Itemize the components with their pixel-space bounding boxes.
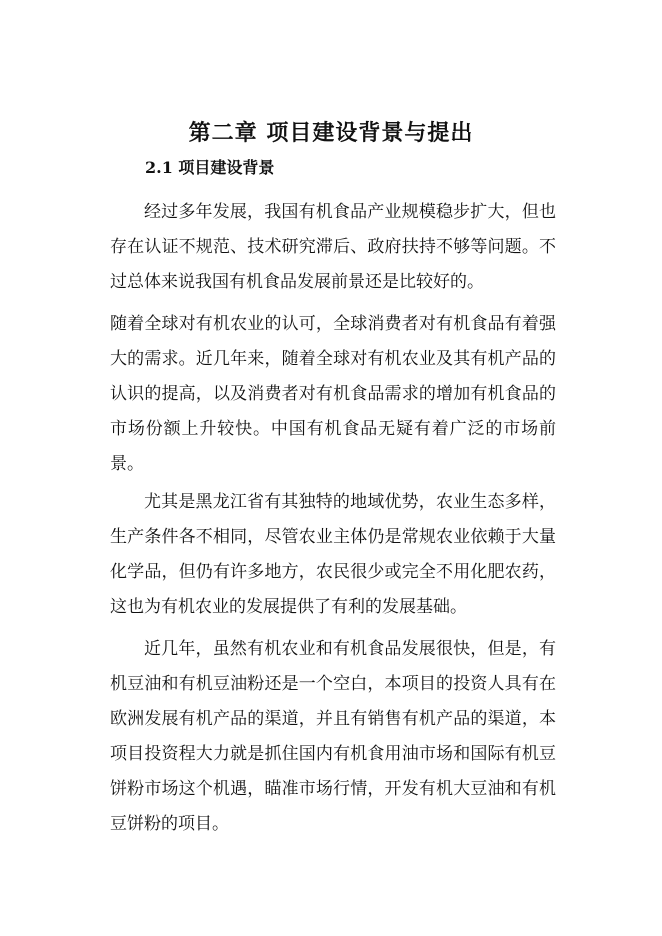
section-title: 项目建设背景 (172, 158, 275, 177)
chapter-title: 第二章 项目建设背景与提出 (188, 120, 474, 146)
paragraph-3: 尤其是黑龙江省有其独特的地域优势，农业生态多样，生产条件各不相同，尽管农业主体仍是常规农业依赖于大量化学品，但仍有许多地方，农民很少或完全不用化肥农药，这也为有机农业的发展提供了有利的发展基础。 (110, 492, 556, 617)
paragraph-4: 近几年，虽然有机农业和有机食品发展很快，但是，有机豆油和有机豆油粉还是一个空白，本项目的投资人具有在欧洲发展有机产品的渠道，并且有销售有机产品的渠道，本项目投资程大力就是抓住国内有机食用油市场和国际有机豆饼粉市场这个机遇，瞄准市场行情，开发有机大豆油和有机豆饼粉的项目。 (110, 639, 556, 834)
section-heading (145, 155, 274, 178)
section-number: 2.1 (145, 158, 173, 177)
paragraph-2: 随着全球对有机农业的认可，全球消费者对有机食品有着强大的需求。近几年来，随着全球对有机农业及其有机产品的认识的提高，以及消费者对有机食品需求的增加有机食品的市场份额上升较快。中国有机食品无疑有着广泛的市场前景。 (110, 314, 556, 474)
paragraph-1: 经过多年发展，我国有机食品产业规模稳步扩大，但也存在认证不规范、技术研究滞后、政府扶持不够等问题。不过总体来说我国有机食品发展前景还是比较好的。 (110, 202, 556, 292)
